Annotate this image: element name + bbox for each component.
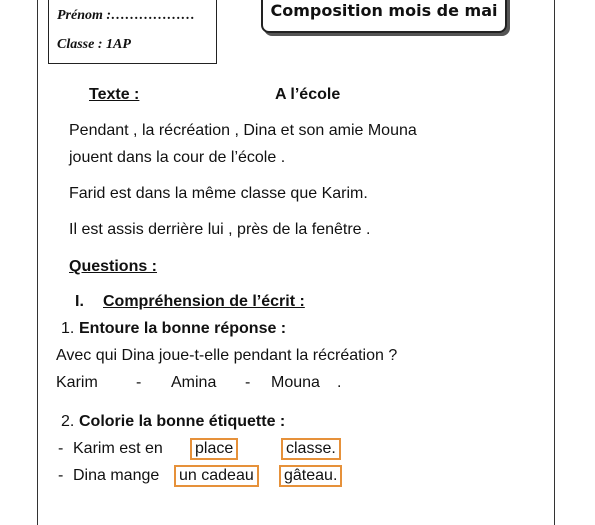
q2-item-text: Karim est en [73, 440, 163, 457]
label-choice[interactable] [174, 465, 259, 487]
text-heading: A l’école [275, 86, 341, 103]
title-box [261, 0, 507, 33]
classe-label: Classe : 1AP [57, 37, 131, 52]
label-choice[interactable] [279, 465, 342, 487]
q1-separator: - [136, 374, 142, 391]
q1-separator: - [245, 374, 251, 391]
page-right-border [554, 0, 555, 525]
questions-label: Questions : [69, 258, 158, 275]
q1-prompt: Avec qui Dina joue-t-elle pendant la récréation ? [56, 347, 398, 364]
q1-option-mouna[interactable]: Mouna [271, 374, 320, 391]
label-box-gateau[interactable]: gâteau. [279, 465, 342, 487]
q2-number: 2. [61, 413, 75, 430]
q2-title: Colorie la bonne étiquette : [79, 413, 286, 430]
label-box-cadeau[interactable]: un cadeau [174, 465, 259, 487]
label-choice[interactable] [281, 438, 341, 460]
label-box-classe[interactable]: classe. [281, 438, 341, 460]
section-number: I. [75, 293, 84, 310]
page-left-border [37, 0, 38, 525]
q1-title: Entoure la bonne réponse : [79, 320, 287, 337]
q2-item-dash: - [58, 440, 64, 457]
prenom-field: Prénom :……………… [57, 8, 196, 23]
text-line-1: Pendant , la récréation , Dina et son amie Mouna [69, 122, 417, 139]
page-title: Composition mois de mai [270, 1, 498, 20]
label-box-place[interactable]: place [190, 438, 238, 460]
student-info-box [48, 0, 217, 64]
text-line-3: Farid est dans la même classe que Karim. [69, 185, 368, 202]
q1-period: . [337, 374, 342, 391]
q1-option-amina[interactable]: Amina [171, 374, 217, 391]
q2-item-text: Dina mange [73, 467, 160, 484]
q2-item-dash: - [58, 467, 64, 484]
q1-number: 1. [61, 320, 75, 337]
texte-label: Texte : [89, 86, 140, 103]
section-title: Compréhension de l’écrit : [103, 293, 305, 310]
q1-option-karim[interactable]: Karim [56, 374, 98, 391]
label-choice[interactable] [190, 438, 238, 460]
text-line-2: jouent dans la cour de l’école . [69, 149, 286, 166]
text-line-4: Il est assis derrière lui , près de la fenêtre . [69, 221, 371, 238]
